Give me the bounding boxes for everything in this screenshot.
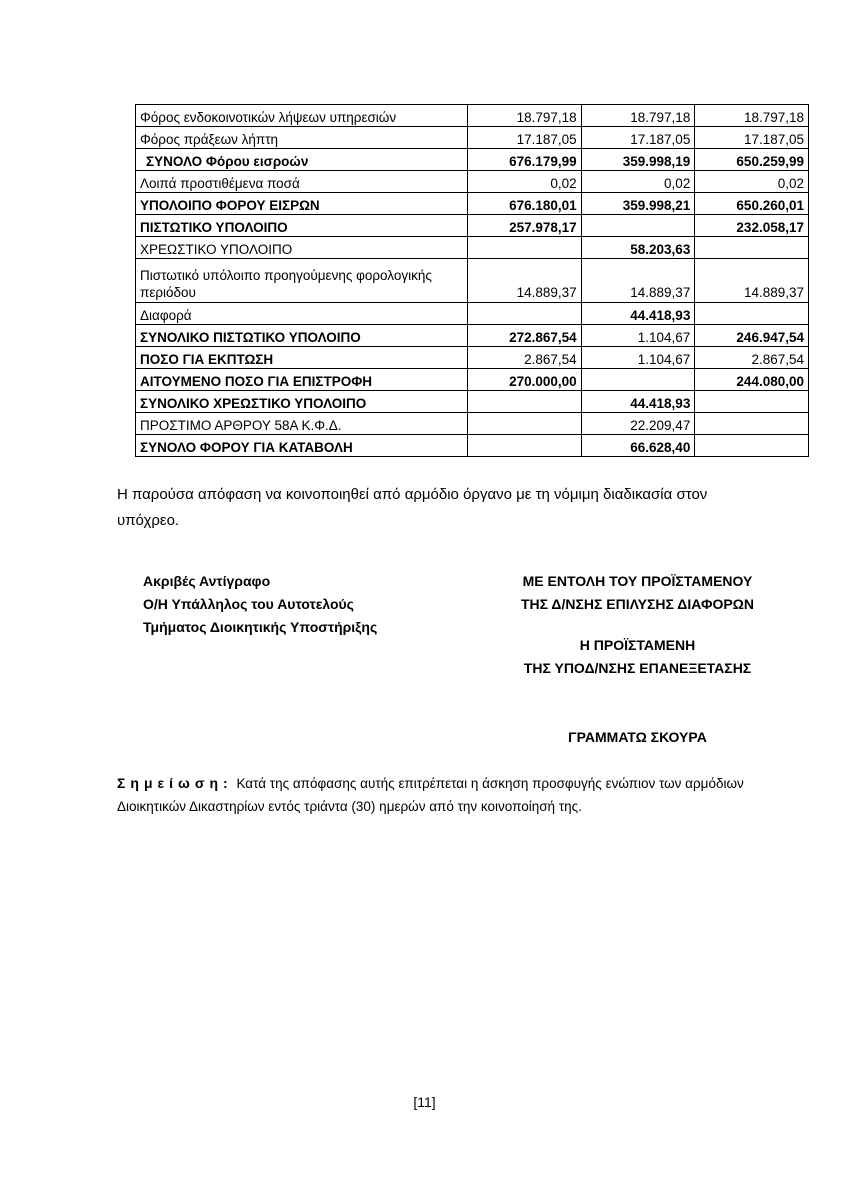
row-label: ΣΥΝΟΛΙΚΟ ΠΙΣΤΩΤΙΚΟ ΥΠΟΛΟΙΠΟ	[136, 325, 468, 347]
cell-value	[695, 391, 809, 413]
table-row	[136, 435, 809, 457]
row-label: ΣΥΝΟΛΙΚΟ ΧΡΕΩΣΤΙΚΟ ΥΠΟΛΟΙΠΟ	[136, 391, 468, 413]
signature-left-line: Ο/Η Υπάλληλος του Αυτοτελούς	[143, 596, 354, 612]
cell-value	[695, 435, 809, 457]
row-label: ΣΥΝΟΛΟ Φόρου εισροών	[136, 149, 468, 171]
signature-left-line: Τμήματος Διοικητικής Υποστήριξης	[143, 619, 378, 635]
signature-block-right	[490, 570, 785, 749]
cell-value: 2.867,54	[468, 347, 582, 369]
table-row	[136, 303, 809, 325]
cell-value: 44.418,93	[581, 391, 695, 413]
cell-value	[468, 413, 582, 435]
cell-value: 650.259,99	[695, 149, 809, 171]
cell-value	[695, 413, 809, 435]
row-label: Φόρος ενδοκοινοτικών λήψεων υπηρεσιών	[136, 105, 468, 127]
cell-value: 232.058,17	[695, 215, 809, 237]
cell-value: 17.187,05	[695, 127, 809, 149]
row-label: Λοιπά προστιθέμενα ποσά	[136, 171, 468, 193]
signature-right-line: Η ΠΡΟΪΣΤΑΜΕΝΗ	[579, 637, 696, 653]
cell-value: 650.260,01	[695, 193, 809, 215]
table-row	[136, 193, 809, 215]
cell-value: 0,02	[695, 171, 809, 193]
cell-value: 257.978,17	[468, 215, 582, 237]
table-row	[136, 347, 809, 369]
row-label: ΣΥΝΟΛΟ ΦΟΡΟΥ ΓΙΑ ΚΑΤΑΒΟΛΗ	[136, 435, 468, 457]
cell-value	[468, 237, 582, 259]
cell-value: 66.628,40	[581, 435, 695, 457]
table-row	[136, 105, 809, 127]
row-label: ΠΙΣΤΩΤΙΚΟ ΥΠΟΛΟΙΠΟ	[136, 215, 468, 237]
row-label: Διαφορά	[136, 303, 468, 325]
table-row	[136, 325, 809, 347]
cell-value: 14.889,37	[581, 259, 695, 303]
cell-value: 1.104,67	[581, 347, 695, 369]
table-row	[136, 391, 809, 413]
cell-value: 17.187,05	[468, 127, 582, 149]
table-row	[136, 149, 809, 171]
cell-value: 676.179,99	[468, 149, 582, 171]
table-row	[136, 369, 809, 391]
note-text: Κατά της απόφασης αυτής επιτρέπεται η άσκηση προσφυγής ενώπιον των αρμόδιων Διοικητικών Δικαστηρίων εντός τριάντα (30) ημερών από την κοινοποίησή της.	[117, 776, 744, 814]
page-number: [11]	[413, 1094, 436, 1110]
cell-value: 244.080,00	[695, 369, 809, 391]
cell-value: 2.867,54	[695, 347, 809, 369]
cell-value: 1.104,67	[581, 325, 695, 347]
cell-value: 359.998,21	[581, 193, 695, 215]
cell-value	[695, 237, 809, 259]
row-label: ΠΡΟΣΤΙΜΟ ΑΡΘΡΟΥ 58Α Κ.Φ.Δ.	[136, 413, 468, 435]
cell-value: 18.797,18	[468, 105, 582, 127]
row-label: ΑΙΤΟΥΜΕΝΟ ΠΟΣΟ ΓΙΑ ΕΠΙΣΤΡΟΦΗ	[136, 369, 468, 391]
table-row	[136, 413, 809, 435]
note-block	[117, 772, 777, 818]
table-row	[136, 259, 809, 303]
cell-value: 359.998,19	[581, 149, 695, 171]
signatory-name: ΓΡΑΜΜΑΤΩ ΣΚΟΥΡΑ	[568, 729, 707, 745]
row-label: ΠΟΣΟ ΓΙΑ ΕΚΠΤΩΣΗ	[136, 347, 468, 369]
cell-value: 18.797,18	[695, 105, 809, 127]
cell-value: 14.889,37	[468, 259, 582, 303]
row-label: Πιστωτικό υπόλοιπο προηγούμενης φορολογικής περιόδου	[136, 259, 468, 303]
note-lead: Σημείωση:	[117, 775, 233, 791]
cell-value: 272.867,54	[468, 325, 582, 347]
cell-value: 676.180,01	[468, 193, 582, 215]
row-label: Φόρος πράξεων λήπτη	[136, 127, 468, 149]
cell-value: 270.000,00	[468, 369, 582, 391]
cell-value: 14.889,37	[695, 259, 809, 303]
table-row	[136, 171, 809, 193]
cell-value: 58.203,63	[581, 237, 695, 259]
cell-value	[468, 391, 582, 413]
cell-value	[468, 435, 582, 457]
cell-value	[581, 369, 695, 391]
signature-right-line: ΤΗΣ Δ/ΝΣΗΣ ΕΠΙΛΥΣΗΣ ΔΙΑΦΟΡΩΝ	[520, 596, 755, 612]
cell-value: 18.797,18	[581, 105, 695, 127]
cell-value: 0,02	[468, 171, 582, 193]
cell-value	[468, 303, 582, 325]
notification-paragraph: Η παρούσα απόφαση να κοινοποιηθεί από αρμόδιο όργανο με τη νόμιμη διαδικασία στον υπόχρεο.	[117, 486, 708, 529]
cell-value: 246.947,54	[695, 325, 809, 347]
row-label: ΥΠΟΛΟΙΠΟ ΦΟΡΟΥ ΕΙΣΡΩΝ	[136, 193, 468, 215]
cell-value	[695, 303, 809, 325]
signature-block-left	[143, 570, 377, 639]
signature-right-line: ΜΕ ΕΝΤΟΛΗ ΤΟΥ ΠΡΟΪΣΤΑΜΕΝΟΥ	[522, 573, 753, 589]
cell-value: 0,02	[581, 171, 695, 193]
cell-value: 17.187,05	[581, 127, 695, 149]
cell-value: 22.209,47	[581, 413, 695, 435]
cell-value: 44.418,93	[581, 303, 695, 325]
tax-calculation-table	[135, 104, 809, 457]
signature-left-line: Ακριβές Αντίγραφο	[143, 573, 271, 589]
table-row	[136, 237, 809, 259]
table-row	[136, 127, 809, 149]
row-label: ΧΡΕΩΣΤΙΚΟ ΥΠΟΛΟΙΠΟ	[136, 237, 468, 259]
table-row	[136, 215, 809, 237]
cell-value	[581, 215, 695, 237]
signature-right-line: ΤΗΣ ΥΠΟΔ/ΝΣΗΣ ΕΠΑΝΕΞΕΤΑΣΗΣ	[523, 660, 752, 676]
